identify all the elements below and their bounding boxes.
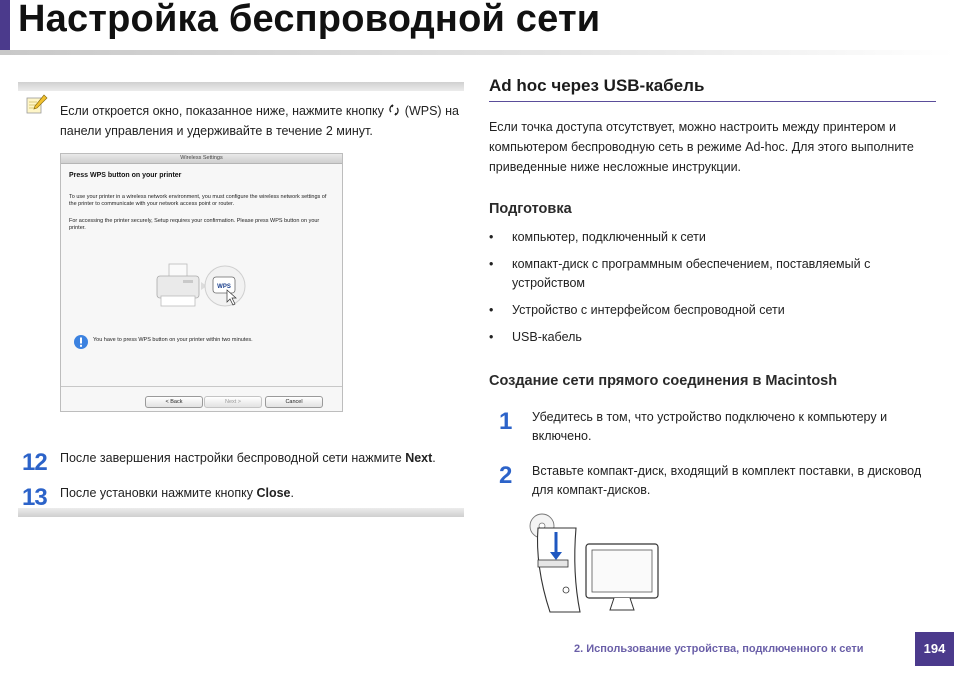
step-12-text: После завершения настройки беспроводной сети нажмите	[60, 451, 406, 465]
section-rule	[489, 101, 936, 102]
step-13-text: После установки нажмите кнопку	[60, 486, 257, 500]
page-title: Настройка беспроводной сети	[18, 0, 601, 40]
note-top-bar	[18, 82, 464, 91]
note-text-after: (WPS) на панели управления и удерживайте в течение 2 минут.	[60, 104, 459, 138]
bullet-dot: •	[489, 257, 494, 271]
footer-chapter: 2. Использование устройства, подключенного к сети	[574, 643, 864, 655]
dialog-header: Press WPS button on your printer	[69, 172, 182, 179]
info-icon	[73, 334, 89, 350]
printer-wps-illustration	[153, 260, 253, 318]
bullet-text: USB-кабель	[512, 330, 582, 344]
wireless-settings-dialog	[60, 153, 343, 412]
step-number-1: 1	[499, 408, 512, 435]
dialog-paragraph-1: To use your printer in a wireless network environment, you must configure the wireless network settings of the printer to communicate with your network access point or router.	[69, 194, 327, 207]
bullet-text: компьютер, подключенный к сети	[512, 230, 706, 244]
step-12-end: .	[432, 451, 436, 465]
step-text-12	[60, 449, 464, 468]
section-title: Ad hoc через USB-кабель	[489, 76, 705, 95]
step-number-2: 2	[499, 462, 512, 489]
step-text-1: Убедитесь в том, что устройство подключено к компьютеру и включено.	[532, 410, 888, 443]
note-text	[60, 101, 462, 141]
computer-tower-icon	[538, 528, 581, 612]
dialog-window-title: Wireless Settings	[180, 155, 223, 161]
prep-subtitle: Подготовка	[489, 201, 572, 217]
step-number-12: 12	[22, 449, 47, 476]
note-text-before: Если откроется окно, показанное ниже, нажмите кнопку	[60, 104, 388, 118]
bullet-dot: •	[489, 230, 494, 244]
step-text-13	[60, 484, 464, 503]
title-accent-bar	[0, 0, 10, 50]
dialog-next-button[interactable]: Next >	[204, 396, 262, 408]
page-number: 194	[915, 632, 954, 666]
mac-subtitle: Создание сети прямого соединения в Macintosh	[489, 373, 838, 389]
note-pencil-icon	[24, 93, 48, 117]
step-13-end: .	[290, 486, 294, 500]
bullet-dot: •	[489, 330, 494, 344]
dialog-cancel-button[interactable]: Cancel	[265, 396, 323, 408]
monitor-icon	[586, 544, 658, 610]
bullet-dot: •	[489, 303, 494, 317]
step-12-bold: Next	[405, 451, 433, 465]
title-rule	[0, 50, 954, 55]
mac-cd-illustration	[528, 512, 662, 616]
bullet-text: компакт-диск с программным обеспечением, поставляемый с устройством	[512, 257, 871, 290]
printer-icon	[157, 264, 199, 306]
dialog-back-button[interactable]: < Back	[145, 396, 203, 408]
dialog-notice-text: You have to press WPS button on your printer within two minutes.	[93, 337, 253, 343]
step-number-13: 13	[22, 484, 47, 511]
bullet-text: Устройство с интерфейсом беспроводной сети	[512, 303, 785, 317]
wps-badge-label: WPS	[217, 284, 231, 290]
wps-button-icon	[387, 103, 401, 117]
note-bottom-bar	[18, 508, 464, 517]
dialog-paragraph-2: For accessing the printer securely, Setup requires your confirmation. Please press WPS button on your printer.	[69, 218, 320, 231]
step-13-bold: Close	[256, 486, 291, 500]
dialog-footer-divider	[61, 386, 342, 387]
intro-paragraph: Если точка доступа отсутствует, можно настроить между принтером и компьютером беспроводную сеть в режиме Ad-hoc. Для этого выполните приведенные ниже несложные инструкции.	[489, 120, 914, 174]
step-text-2: Вставьте компакт-диск, входящий в комплект поставки, в дисковод для компакт-дисков.	[532, 464, 922, 497]
